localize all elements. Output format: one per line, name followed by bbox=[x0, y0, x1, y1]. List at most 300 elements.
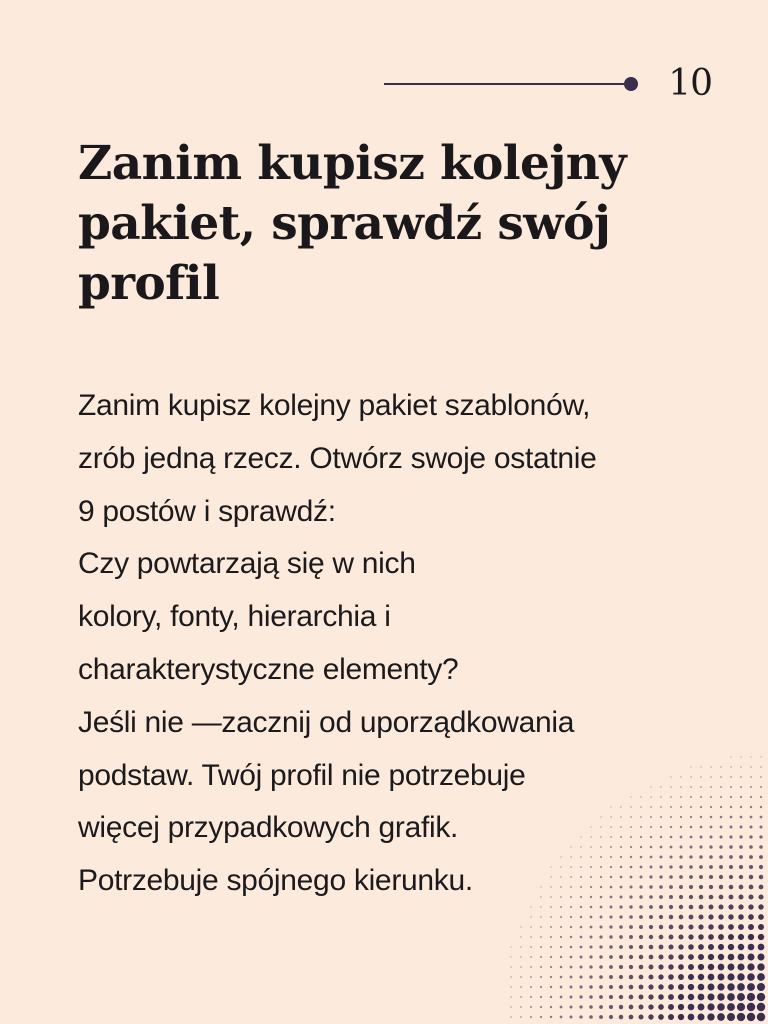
halftone-dot bbox=[737, 993, 745, 1001]
halftone-dot bbox=[760, 806, 762, 808]
halftone-dot bbox=[580, 926, 583, 929]
halftone-dot bbox=[630, 796, 631, 797]
page-indicator bbox=[384, 63, 712, 104]
halftone-dot bbox=[690, 766, 691, 767]
halftone-dot bbox=[540, 976, 542, 978]
halftone-dot bbox=[510, 986, 511, 987]
halftone-dot bbox=[719, 895, 724, 900]
halftone-dot bbox=[590, 936, 593, 939]
halftone-dot bbox=[510, 946, 511, 947]
halftone-dot bbox=[728, 944, 734, 950]
halftone-dot bbox=[599, 995, 603, 999]
halftone-dot bbox=[580, 936, 583, 939]
halftone-dot bbox=[670, 826, 672, 828]
halftone-dot bbox=[698, 984, 705, 991]
halftone-dot bbox=[590, 926, 593, 929]
halftone-dot bbox=[580, 876, 582, 878]
halftone-dot bbox=[610, 826, 612, 828]
halftone-dot bbox=[599, 935, 602, 938]
halftone-dot bbox=[590, 826, 591, 827]
halftone-dot bbox=[729, 855, 733, 859]
halftone-dot bbox=[730, 776, 732, 778]
halftone-dot bbox=[698, 994, 705, 1001]
halftone-dot bbox=[570, 846, 571, 847]
halftone-dot bbox=[650, 856, 653, 859]
halftone-dot bbox=[689, 905, 694, 910]
halftone-dot bbox=[600, 916, 603, 919]
halftone-dot bbox=[599, 955, 602, 958]
halftone-dot bbox=[540, 1016, 542, 1018]
halftone-dot bbox=[668, 1004, 674, 1010]
halftone-dot bbox=[660, 856, 663, 859]
halftone-dot bbox=[690, 776, 691, 777]
halftone-dot bbox=[620, 896, 623, 899]
halftone-dot bbox=[540, 956, 542, 958]
halftone-dot bbox=[530, 986, 532, 988]
halftone-dot bbox=[629, 985, 634, 990]
halftone-dot bbox=[580, 906, 582, 908]
halftone-dot bbox=[679, 905, 683, 909]
halftone-dot bbox=[639, 895, 642, 898]
halftone-dot bbox=[550, 876, 551, 877]
halftone-dot bbox=[530, 1016, 532, 1018]
halftone-dot bbox=[600, 896, 603, 899]
halftone-dot bbox=[530, 926, 532, 928]
halftone-dot bbox=[540, 996, 542, 998]
halftone-dot bbox=[737, 973, 744, 980]
body-line: Czy powtarzają się w nich bbox=[78, 547, 416, 581]
halftone-dot bbox=[678, 984, 684, 990]
halftone-dot bbox=[668, 944, 673, 949]
halftone-dot bbox=[650, 796, 652, 798]
halftone-dot bbox=[669, 895, 673, 899]
halftone-dot bbox=[757, 1003, 765, 1011]
halftone-dot bbox=[748, 954, 755, 961]
halftone-dot bbox=[708, 974, 715, 981]
halftone-dot bbox=[659, 915, 663, 919]
body-line: kolory, fonty, hierarchia i bbox=[78, 600, 391, 634]
halftone-dot bbox=[619, 905, 622, 908]
halftone-dot bbox=[690, 826, 693, 829]
halftone-dot bbox=[550, 1016, 552, 1018]
halftone-dot bbox=[530, 996, 532, 998]
halftone-dot bbox=[678, 1014, 684, 1020]
halftone-dot bbox=[698, 944, 704, 950]
halftone-dot bbox=[619, 965, 623, 969]
halftone-dot bbox=[710, 786, 712, 788]
halftone-dot bbox=[719, 875, 723, 879]
halftone-dot bbox=[760, 756, 761, 757]
halftone-dot bbox=[540, 966, 542, 968]
halftone-dot bbox=[669, 905, 673, 909]
halftone-dot bbox=[640, 846, 642, 848]
halftone-dot bbox=[708, 964, 714, 970]
halftone-dot bbox=[670, 776, 671, 777]
halftone-dot bbox=[700, 766, 701, 767]
halftone-dot bbox=[638, 1014, 643, 1019]
halftone-dot bbox=[599, 985, 603, 989]
halftone-dot bbox=[619, 1005, 623, 1009]
halftone-dot bbox=[679, 885, 683, 889]
halftone-dot bbox=[679, 925, 684, 930]
halftone-dot bbox=[717, 1003, 725, 1011]
halftone-dot bbox=[580, 946, 583, 949]
halftone-dot bbox=[688, 1004, 695, 1011]
halftone-dot bbox=[700, 806, 702, 808]
halftone-dot bbox=[629, 975, 633, 979]
halftone-dot bbox=[748, 894, 753, 899]
halftone-dot bbox=[550, 926, 552, 928]
halftone-dot bbox=[610, 896, 613, 899]
halftone-dot bbox=[670, 786, 672, 788]
halftone-dot bbox=[740, 766, 742, 768]
halftone-dot bbox=[757, 973, 765, 981]
halftone-dot bbox=[708, 924, 713, 929]
halftone-dot bbox=[620, 806, 621, 807]
halftone-dot bbox=[678, 974, 684, 980]
halftone-dot bbox=[669, 925, 674, 930]
halftone-dot bbox=[749, 885, 754, 890]
halftone-dot bbox=[659, 895, 663, 899]
halftone-dot bbox=[600, 846, 602, 848]
halftone-dot bbox=[590, 876, 592, 878]
halftone-dot bbox=[718, 904, 723, 909]
halftone-dot bbox=[629, 945, 633, 949]
halftone-dot bbox=[709, 895, 714, 900]
halftone-dot bbox=[759, 885, 764, 890]
halftone-dot bbox=[740, 786, 742, 788]
halftone-dot bbox=[689, 895, 693, 899]
halftone-dot bbox=[550, 896, 552, 898]
halftone-dot bbox=[610, 816, 611, 817]
halftone-dot bbox=[550, 916, 552, 918]
halftone-dot bbox=[619, 975, 623, 979]
halftone-dot bbox=[630, 836, 632, 838]
halftone-dot bbox=[749, 855, 753, 859]
halftone-dot bbox=[660, 846, 663, 849]
halftone-dot bbox=[560, 856, 561, 857]
halftone-dot bbox=[510, 966, 511, 967]
halftone-dot bbox=[658, 994, 664, 1000]
halftone-dot bbox=[700, 776, 702, 778]
halftone-dot bbox=[750, 766, 752, 768]
halftone-dot bbox=[740, 816, 743, 819]
halftone-dot bbox=[760, 796, 762, 798]
halftone-dot bbox=[589, 1005, 593, 1009]
halftone-dot bbox=[550, 946, 552, 948]
halftone-dot bbox=[530, 916, 531, 917]
halftone-dot bbox=[720, 816, 723, 819]
halftone-dot bbox=[609, 1015, 613, 1019]
halftone-dot bbox=[679, 875, 683, 879]
halftone-dot bbox=[530, 936, 532, 938]
halftone-dot bbox=[570, 856, 571, 857]
halftone-dot bbox=[740, 796, 742, 798]
halftone-dot bbox=[570, 986, 573, 989]
halftone-dot bbox=[550, 936, 552, 938]
halftone-dot bbox=[759, 855, 763, 859]
halftone-dot bbox=[619, 935, 623, 939]
halftone-dot bbox=[717, 983, 724, 990]
halftone-dot bbox=[688, 1014, 695, 1021]
halftone-dot bbox=[750, 776, 752, 778]
body-line: 9 postów i sprawdź: bbox=[78, 494, 336, 528]
halftone-dot bbox=[730, 816, 733, 819]
halftone-dot bbox=[640, 796, 641, 797]
halftone-dot bbox=[620, 866, 622, 868]
halftone-dot bbox=[719, 845, 722, 848]
halftone-dot bbox=[659, 875, 662, 878]
halftone-dot bbox=[589, 985, 592, 988]
halftone-dot bbox=[609, 925, 612, 928]
slide-title bbox=[78, 134, 718, 314]
halftone-dot bbox=[620, 876, 623, 879]
halftone-dot bbox=[580, 846, 581, 847]
halftone-dot bbox=[729, 845, 732, 848]
halftone-dot bbox=[688, 974, 694, 980]
halftone-dot bbox=[679, 855, 682, 858]
halftone-dot bbox=[688, 954, 694, 960]
halftone-dot bbox=[650, 826, 652, 828]
halftone-dot bbox=[609, 975, 613, 979]
halftone-dot bbox=[560, 966, 563, 969]
halftone-dot bbox=[569, 1015, 572, 1018]
halftone-dot bbox=[610, 806, 611, 807]
halftone-dot bbox=[739, 875, 743, 879]
halftone-dot bbox=[530, 906, 531, 907]
halftone-dot bbox=[699, 845, 702, 848]
halftone-dot bbox=[649, 885, 652, 888]
halftone-dot bbox=[590, 916, 593, 919]
halftone-dot bbox=[760, 776, 762, 778]
halftone-dot bbox=[729, 885, 734, 890]
halftone-dot bbox=[610, 906, 613, 909]
halftone-dot bbox=[710, 776, 712, 778]
halftone-dot bbox=[688, 934, 693, 939]
halftone-dot bbox=[668, 954, 673, 959]
halftone-dot bbox=[610, 846, 612, 848]
halftone-dot bbox=[688, 994, 694, 1000]
halftone-dot bbox=[589, 945, 592, 948]
halftone-dot bbox=[759, 845, 763, 849]
halftone-dot bbox=[668, 984, 674, 990]
halftone-dot bbox=[689, 855, 692, 858]
indicator-line bbox=[384, 83, 626, 85]
halftone-dot bbox=[580, 886, 582, 888]
halftone-dot bbox=[570, 916, 572, 918]
halftone-dot bbox=[727, 1013, 735, 1021]
halftone-dot bbox=[668, 994, 674, 1000]
halftone-dot bbox=[590, 866, 592, 868]
halftone-dot bbox=[570, 886, 572, 888]
halftone-dot bbox=[650, 836, 652, 838]
halftone-dot bbox=[660, 816, 662, 818]
halftone-dot bbox=[689, 845, 692, 848]
halftone-dot bbox=[679, 865, 682, 868]
halftone-dot bbox=[550, 966, 552, 968]
halftone-dot bbox=[747, 963, 754, 970]
halftone-dot bbox=[640, 806, 642, 808]
halftone-dot bbox=[620, 826, 622, 828]
halftone-dot bbox=[560, 976, 563, 979]
halftone-dot bbox=[680, 846, 683, 849]
halftone-dot bbox=[670, 836, 673, 839]
halftone-dot bbox=[540, 946, 542, 948]
halftone-dot bbox=[670, 796, 672, 798]
halftone-dot bbox=[688, 924, 693, 929]
halftone-dot bbox=[709, 875, 713, 879]
halftone-dot bbox=[748, 904, 753, 909]
halftone-dot bbox=[610, 836, 612, 838]
halftone-dot bbox=[650, 866, 653, 869]
halftone-dot bbox=[540, 886, 541, 887]
halftone-dot bbox=[669, 885, 673, 889]
halftone-dot bbox=[629, 965, 633, 969]
halftone-dot bbox=[629, 905, 632, 908]
halftone-dot bbox=[560, 936, 562, 938]
halftone-dot bbox=[510, 1006, 512, 1008]
halftone-dot bbox=[738, 934, 744, 940]
halftone-dot bbox=[720, 786, 722, 788]
halftone-dot bbox=[729, 835, 732, 838]
halftone-dot bbox=[660, 786, 661, 787]
halftone-dot bbox=[669, 855, 672, 858]
halftone-dot bbox=[698, 954, 704, 960]
halftone-dot bbox=[750, 796, 752, 798]
halftone-dot bbox=[609, 945, 613, 949]
halftone-dot bbox=[698, 1004, 705, 1011]
halftone-dot bbox=[720, 776, 722, 778]
halftone-dot bbox=[729, 865, 733, 869]
halftone-dot bbox=[620, 836, 622, 838]
halftone-dot bbox=[520, 946, 521, 947]
halftone-dot bbox=[759, 865, 763, 869]
halftone-dot bbox=[758, 924, 764, 930]
halftone-dot bbox=[650, 816, 652, 818]
halftone-dot bbox=[609, 985, 613, 989]
halftone-dot bbox=[639, 975, 644, 980]
halftone-dot bbox=[590, 846, 592, 848]
halftone-dot bbox=[530, 966, 532, 968]
halftone-dot bbox=[610, 876, 612, 878]
halftone-dot bbox=[728, 924, 734, 930]
slide-title-line: pakiet, sprawdź swój bbox=[78, 196, 611, 251]
halftone-dot bbox=[580, 916, 582, 918]
halftone-dot bbox=[600, 816, 601, 817]
halftone-dot bbox=[747, 973, 755, 981]
halftone-dot bbox=[590, 886, 592, 888]
halftone-dot bbox=[580, 966, 583, 969]
halftone-dot bbox=[659, 925, 663, 929]
halftone-dot bbox=[719, 865, 723, 869]
halftone-dot bbox=[540, 1006, 542, 1008]
halftone-dot bbox=[620, 856, 622, 858]
halftone-dot bbox=[760, 766, 762, 768]
halftone-dot bbox=[748, 934, 754, 940]
halftone-dot bbox=[739, 835, 742, 838]
halftone-dot bbox=[600, 886, 602, 888]
halftone-dot bbox=[718, 934, 724, 940]
halftone-dot bbox=[630, 856, 632, 858]
body-line: Jeśli nie —zacznij od uporządkowania bbox=[78, 705, 575, 739]
halftone-dot bbox=[707, 1013, 714, 1020]
halftone-dot bbox=[579, 995, 582, 998]
halftone-dot bbox=[718, 924, 724, 930]
halftone-dot bbox=[510, 996, 512, 998]
halftone-dot bbox=[638, 1004, 643, 1009]
halftone-dot bbox=[580, 836, 581, 837]
halftone-dot bbox=[610, 886, 613, 889]
halftone-dot bbox=[730, 766, 731, 767]
halftone-dot bbox=[649, 895, 653, 899]
halftone-dot bbox=[640, 826, 642, 828]
halftone-dot bbox=[660, 836, 662, 838]
halftone-dot bbox=[728, 904, 733, 909]
halftone-dot bbox=[710, 806, 712, 808]
halftone-dot bbox=[649, 875, 652, 878]
halftone-dot bbox=[668, 964, 673, 969]
halftone-dot bbox=[640, 866, 643, 869]
halftone-dot bbox=[579, 1015, 582, 1018]
halftone-dot bbox=[510, 1016, 512, 1018]
halftone-dot bbox=[600, 876, 602, 878]
halftone-dot bbox=[688, 944, 694, 950]
slide-title-line: profil bbox=[78, 256, 220, 311]
halftone-dot bbox=[570, 966, 573, 969]
halftone-dot bbox=[560, 986, 563, 989]
halftone-dot bbox=[639, 935, 643, 939]
halftone-dot bbox=[629, 885, 632, 888]
halftone-dot bbox=[759, 825, 762, 828]
halftone-dot bbox=[520, 926, 521, 927]
halftone-dot bbox=[749, 865, 753, 869]
halftone-dot bbox=[648, 1004, 653, 1009]
halftone-dot bbox=[639, 915, 643, 919]
halftone-dot bbox=[560, 926, 562, 928]
halftone-dot bbox=[698, 974, 704, 980]
halftone-dot bbox=[540, 896, 541, 897]
halftone-dot bbox=[560, 1006, 563, 1009]
halftone-dot bbox=[720, 766, 721, 767]
halftone-dot bbox=[599, 945, 602, 948]
halftone-dot bbox=[659, 955, 664, 960]
halftone-dot bbox=[659, 935, 664, 940]
halftone-dot bbox=[727, 1003, 735, 1011]
halftone-dot bbox=[629, 955, 633, 959]
halftone-dot bbox=[650, 786, 651, 787]
halftone-dot bbox=[738, 914, 744, 920]
halftone-dot bbox=[649, 965, 654, 970]
halftone-dot bbox=[619, 915, 622, 918]
halftone-dot bbox=[740, 826, 743, 829]
halftone-dot bbox=[520, 996, 522, 998]
halftone-dot bbox=[600, 856, 602, 858]
halftone-dot bbox=[550, 976, 552, 978]
halftone-dot bbox=[737, 1013, 745, 1021]
halftone-dot bbox=[708, 914, 713, 919]
halftone-dot bbox=[609, 965, 613, 969]
halftone-dot bbox=[658, 1004, 664, 1010]
halftone-dot bbox=[759, 875, 763, 879]
halftone-dot bbox=[709, 845, 712, 848]
halftone-dot bbox=[639, 885, 642, 888]
halftone-dot bbox=[530, 956, 532, 958]
halftone-dot bbox=[639, 955, 643, 959]
halftone-dot bbox=[680, 776, 681, 777]
halftone-dot bbox=[590, 856, 592, 858]
halftone-dot bbox=[640, 876, 643, 879]
halftone-dot bbox=[649, 925, 653, 929]
